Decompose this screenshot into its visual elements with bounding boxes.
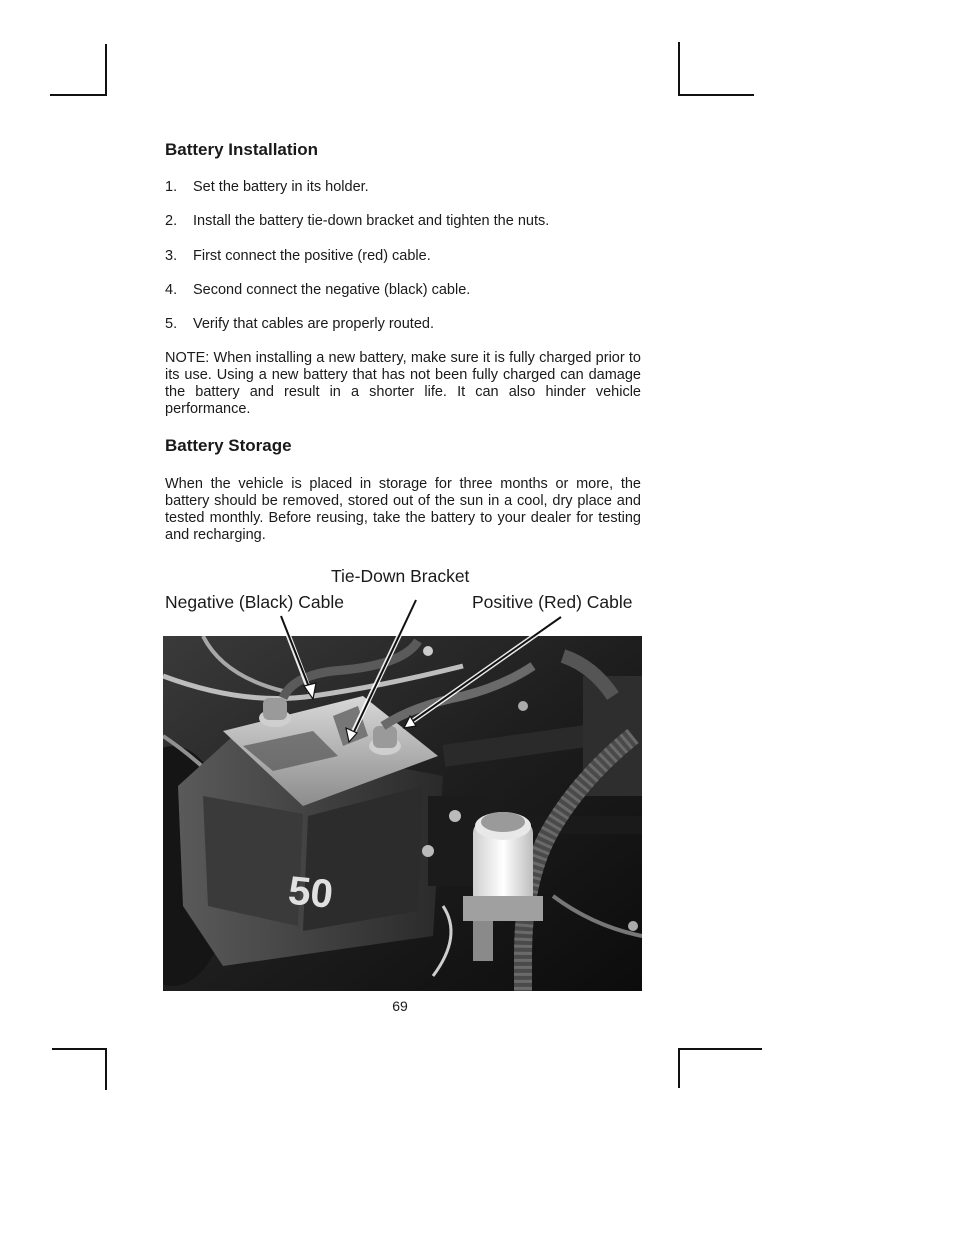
crop-mark-top-left-horizontal: [50, 94, 107, 96]
storage-heading: Battery Storage: [165, 436, 292, 455]
page-number: 69: [392, 998, 408, 1014]
step-text: Set the battery in its holder.: [193, 179, 369, 195]
step-number: 5.: [165, 316, 178, 332]
crop-mark-bottom-left-horizontal: [52, 1048, 107, 1050]
list-item: [165, 316, 434, 332]
installation-heading: Battery Installation: [165, 140, 319, 159]
installation-note: NOTE: When installing a new battery, make sure it is fully charged prior to its use. Using a new battery that has not been fully charged can damage the battery and result in a shorter life. It can also hinder vehicle performance.: [165, 350, 641, 417]
step-text: Verify that cables are properly routed.: [193, 316, 434, 332]
crop-mark-top-right-horizontal: [678, 94, 754, 96]
crop-mark-top-right-vertical: [678, 42, 680, 96]
callout-negative-cable: Negative (Black) Cable: [165, 592, 344, 612]
step-text: Second connect the negative (black) cable.: [193, 282, 471, 298]
crop-mark-bottom-right-horizontal: [678, 1048, 762, 1050]
step-number: 4.: [165, 282, 178, 298]
list-item: [165, 213, 549, 229]
crop-mark-top-left-vertical: [105, 44, 107, 96]
step-number: 1.: [165, 179, 178, 195]
callout-positive-cable: Positive (Red) Cable: [472, 592, 633, 612]
list-item: [165, 282, 470, 298]
battery-photo: [163, 636, 642, 991]
crop-mark-bottom-right-vertical: [678, 1048, 680, 1088]
step-text: Install the battery tie-down bracket and tighten the nuts.: [193, 213, 550, 229]
storage-paragraph: When the vehicle is placed in storage for three months or more, the battery should be removed, stored out of the sun in a cool, dry place and tested monthly. Before reusing, take the battery to your dealer for testing and recharging.: [165, 476, 641, 543]
step-number: 2.: [165, 213, 178, 229]
crop-mark-bottom-left-vertical: [105, 1048, 107, 1090]
battery-label: 50: [286, 868, 336, 917]
step-number: 3.: [165, 248, 178, 264]
list-item: [165, 179, 369, 195]
step-text: First connect the positive (red) cable.: [193, 248, 431, 264]
callout-tie-down-bracket: Tie-Down Bracket: [331, 566, 470, 586]
list-item: [165, 248, 431, 264]
